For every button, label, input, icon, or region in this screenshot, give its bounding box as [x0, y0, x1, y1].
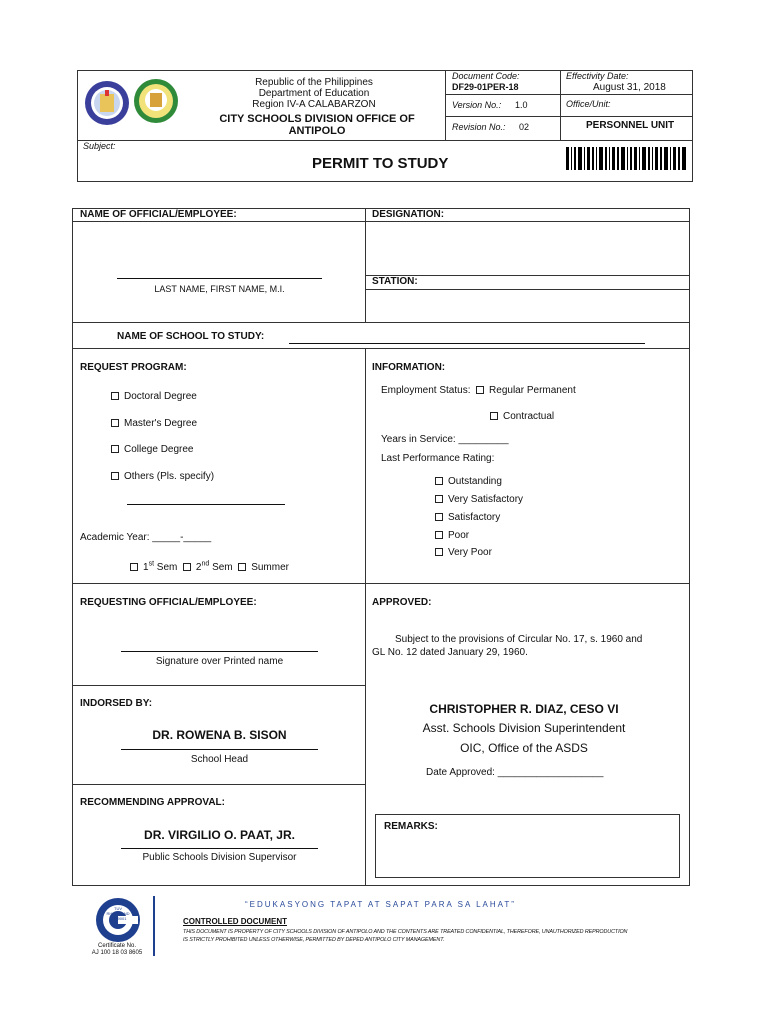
semester-options	[130, 561, 289, 573]
divider	[77, 140, 693, 141]
confidentiality-notice: IS STRICTLY PROHIBITED UNLESS OTHERWISE, PERMITTED BY DEPED ANTIPOLO CITY MANAGEMENT.	[183, 937, 445, 943]
divider	[445, 70, 446, 140]
division-seal-logo	[133, 78, 179, 124]
approver-name: CHRISTOPHER R. DIAZ, CESO VI	[429, 702, 619, 716]
sem-label: Sem	[212, 562, 233, 574]
school-to-study-label: NAME OF SCHOOL TO STUDY:	[117, 331, 265, 342]
form-title: PERMIT TO STUDY	[312, 155, 449, 172]
checkbox[interactable]	[111, 392, 119, 400]
information-header: INFORMATION:	[372, 362, 446, 373]
request-program-header: REQUEST PROGRAM:	[80, 362, 187, 373]
confidentiality-notice: THIS DOCUMENT IS PROPERTY OF CITY SCHOOLS DIVISION OF ANTIPOLO AND THE CONTENTS ARE TREATED CONFIDENTIAL, THEREFORE, UNAUTHORIZED REPRODUCTION	[183, 929, 628, 935]
rating-option-label: Outstanding	[448, 476, 502, 487]
checkbox[interactable]	[435, 531, 443, 539]
rating-option[interactable]	[435, 547, 492, 558]
effectivity-date-value: August 31, 2018	[593, 82, 666, 93]
controlled-document-label: CONTROLLED DOCUMENT	[183, 917, 287, 926]
divider	[72, 784, 365, 785]
agency-line: Republic of the Philippines	[255, 77, 373, 88]
checkbox[interactable]	[435, 477, 443, 485]
employee-name-header: NAME OF OFFICIAL/EMPLOYEE:	[80, 209, 237, 220]
office-unit-value: PERSONNEL UNIT	[586, 120, 675, 131]
years-in-service-field[interactable]: Years in Service: _________	[381, 434, 509, 445]
program-option[interactable]	[111, 418, 197, 429]
status-option[interactable]	[476, 385, 576, 396]
program-option-label: College Degree	[124, 444, 194, 455]
program-option[interactable]	[111, 471, 214, 482]
program-option[interactable]	[111, 444, 194, 455]
approved-header: APPROVED:	[372, 597, 432, 608]
approver-title: Asst. Schools Division Superintendent	[422, 721, 626, 735]
designation-header: DESIGNATION:	[372, 209, 445, 220]
rating-option-label: Very Satisfactory	[448, 494, 524, 505]
checkbox[interactable]	[490, 412, 498, 420]
subject-label: Subject:	[83, 141, 116, 151]
rating-option-label: Satisfactory	[448, 512, 501, 523]
divider	[445, 116, 693, 117]
checkbox[interactable]	[435, 513, 443, 521]
divider	[72, 348, 690, 349]
last-rating-label: Last Performance Rating:	[381, 453, 495, 464]
divider	[560, 70, 561, 140]
certificate-number: AJ 100 18 03 8605	[91, 950, 143, 956]
rating-option[interactable]	[435, 494, 523, 505]
indorsed-by-header: INDORSED BY:	[80, 698, 153, 709]
program-option[interactable]	[111, 391, 197, 402]
agency-block	[200, 77, 428, 110]
approved-text-line: GL No. 12 dated January 29, 1960.	[372, 647, 528, 658]
revision-label: Revision No.:	[452, 122, 506, 132]
version-label: Version No.:	[452, 100, 502, 110]
checkbox[interactable]	[476, 386, 484, 394]
approved-text-line: Subject to the provisions of Circular No. 17, s. 1960 and	[395, 634, 643, 645]
office-unit-label: Office/Unit:	[566, 99, 611, 109]
office-name: CITY SCHOOLS DIVISION OFFICE OF ANTIPOLO	[219, 113, 415, 137]
requesting-official-header: REQUESTING OFFICIAL/EMPLOYEE:	[80, 597, 257, 608]
agency-line: Region IV-A CALABARZON	[252, 99, 376, 110]
requesting-signature-caption: Signature over Printed name	[155, 656, 284, 667]
rating-option[interactable]	[435, 530, 469, 541]
sem-suffix: st	[148, 561, 155, 568]
indorser-signature-line[interactable]	[121, 749, 318, 750]
recommending-approval-header: RECOMMENDING APPROVAL:	[80, 797, 225, 808]
academic-year-field[interactable]: Academic Year: _____-_____	[80, 532, 212, 543]
program-option-label: Doctoral Degree	[124, 391, 197, 402]
school-to-study-line[interactable]	[289, 343, 645, 344]
motto: “EDUKASYONG TAPAT AT SAPAT PARA SA LAHAT”	[245, 900, 516, 909]
divider	[365, 208, 366, 322]
sem-number: 2	[195, 562, 202, 574]
employment-status	[381, 385, 576, 396]
certificate-block	[84, 943, 150, 957]
approver-office: OIC, Office of the ASDS	[460, 741, 588, 755]
sem-option[interactable]	[183, 562, 233, 573]
summer-label: Summer	[251, 562, 289, 574]
rating-option[interactable]	[435, 476, 502, 487]
employee-name-line[interactable]	[117, 278, 322, 279]
logo-subtext: ISO 9001	[109, 916, 127, 921]
status-option[interactable]	[490, 411, 554, 422]
station-header: STATION:	[372, 276, 418, 287]
divider	[72, 583, 690, 584]
recommender-title: Public Schools Division Supervisor	[142, 852, 297, 863]
divider	[445, 94, 693, 95]
program-option-label: Master's Degree	[124, 418, 198, 429]
deped-seal-logo	[84, 80, 130, 126]
rating-option-label: Very Poor	[448, 547, 492, 558]
status-option-label: Contractual	[503, 411, 555, 422]
checkbox[interactable]	[238, 563, 246, 571]
divider	[365, 348, 366, 886]
program-option-label: Others (Pls. specify)	[124, 471, 215, 482]
divider	[72, 685, 365, 686]
others-specify-line[interactable]	[127, 504, 285, 505]
sem-suffix: nd	[201, 561, 210, 568]
sem-label: Sem	[156, 562, 178, 574]
date-approved-field[interactable]: Date Approved: ___________________	[426, 767, 604, 778]
logo-text: TUV RHEINLAND	[106, 906, 130, 916]
divider	[72, 322, 690, 323]
checkbox[interactable]	[435, 495, 443, 503]
sem-option[interactable]	[130, 562, 177, 573]
rating-option[interactable]	[435, 512, 500, 523]
employment-status-label: Employment Status:	[381, 385, 471, 396]
certificate-label: Certificate No.	[97, 943, 136, 949]
remarks-header: REMARKS:	[384, 821, 438, 832]
effectivity-date-label: Effectivity Date:	[566, 71, 629, 81]
requesting-signature-line[interactable]	[121, 651, 318, 652]
footer-divider	[153, 896, 155, 956]
doc-code-label: Document Code:	[452, 71, 520, 81]
checkbox[interactable]	[111, 419, 119, 427]
employee-name-caption: LAST NAME, FIRST NAME, M.I.	[154, 284, 285, 294]
agency-line: Department of Education	[258, 88, 370, 99]
checkbox[interactable]	[183, 563, 191, 571]
indorser-name: DR. ROWENA B. SISON	[152, 728, 287, 742]
rating-option-label: Poor	[448, 530, 470, 541]
revision-value: 02	[519, 122, 530, 132]
checkbox[interactable]	[111, 472, 119, 480]
doc-code-value: DF29-01PER-18	[452, 82, 519, 92]
certification-logo-text	[104, 906, 132, 921]
divider	[365, 289, 690, 290]
recommender-name: DR. VIRGILIO O. PAAT, JR.	[144, 828, 295, 842]
status-option-label: Regular Permanent	[489, 385, 576, 396]
indorser-title: School Head	[190, 754, 249, 765]
divider	[72, 221, 690, 222]
checkbox[interactable]	[130, 563, 138, 571]
checkbox[interactable]	[435, 548, 443, 556]
summer-option[interactable]	[238, 562, 289, 573]
barcode	[566, 147, 686, 170]
sem-number: 1	[143, 562, 149, 574]
recommender-signature-line[interactable]	[121, 848, 318, 849]
checkbox[interactable]	[111, 445, 119, 453]
version-value: 1.0	[515, 100, 528, 110]
